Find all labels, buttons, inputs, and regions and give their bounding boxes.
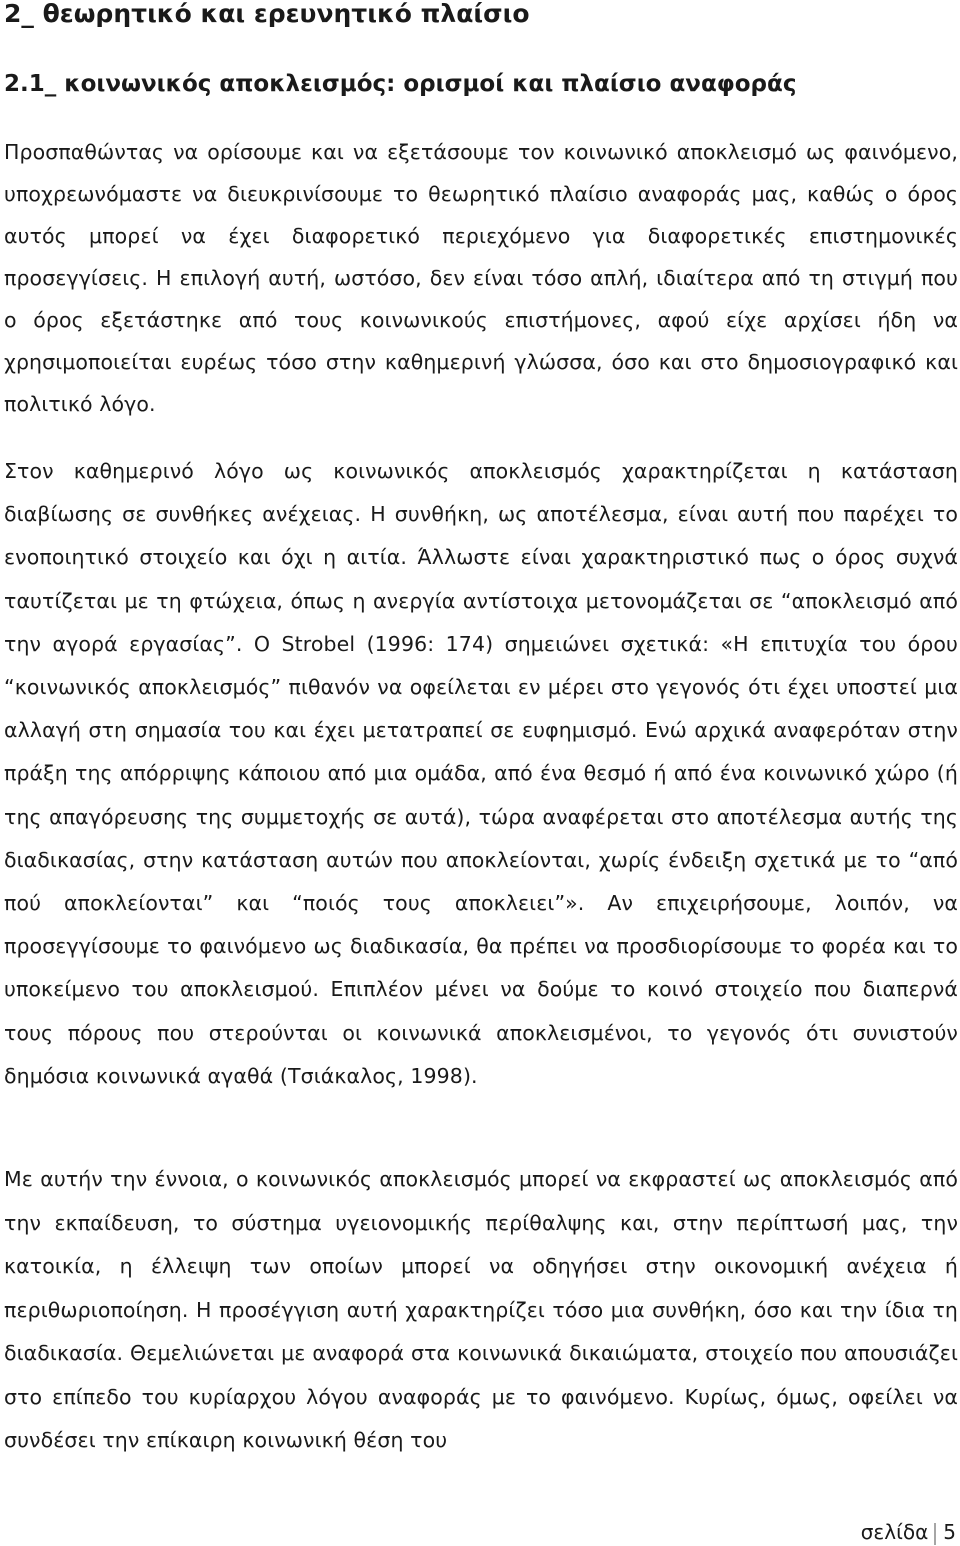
chapter-heading: 2_ θεωρητικό και ερευνητικό πλαίσιο — [4, 0, 530, 28]
page-footer — [861, 1518, 956, 1546]
footer-divider — [934, 1523, 936, 1545]
paragraph-2: Στον καθημερινό λόγο ως κοινωνικός αποκλεισμός χαρακτηρίζεται η κατάσταση διαβίωσης σε συνθήκες ανέχειας. Η συνθήκη, ως αποτέλεσμα, είναι αυτή που παρέχει το ενοποιητικό στοιχείο και όχι η αιτία. Άλλωστε είναι χαρακτηριστικό πως ο όρος συχνά ταυτίζεται με τη φτώχεια, όπως η ανεργία αντίστοιχα μετονομάζεται σε “αποκλεισμό από την αγορά εργασίας”. Ο Strobel (1996: 174) σημειώνει σχετικά: «Η επιτυχία του όρου “κοινωνικός αποκλεισμός” πιθανόν να οφείλεται εν μέρει στο γεγονός ότι έχει υποστεί μια αλλαγή στη σημασία του και έχει μετατραπεί σε ευφημισμό. Ενώ αρχικά αναφερόταν στην πράξη της απόρριψης κάποιου από μια ομάδα, από ένα θεσμό ή από ένα κοινωνικό χώρο (ή της απαγόρευσης της συμμετοχής σε αυτά), τώρα αναφέρεται στο αποτέλεσμα αυτής της διαδικασίας, στην κατάσταση αυτών που αποκλείονται, χωρίς ένδειξη σχετικά με το “από πού αποκλείονται” και “ποιός τους αποκλειει”». Αν επιχειρήσουμε, λοιπόν, να προσεγγίσουμε το φαινόμενο ως διαδικασία, θα πρέπει να προσδιορίσουμε το φορέα και το υποκείμενο του αποκλεισμού. Επιπλέον μένει να δούμε το κοινό στοιχείο που διαπερνά τους πόρους που στερούνται οι κοινωνικά αποκλεισμένοι, το γεγονός ότι συνιστούν δημόσια κοινωνικά αγαθά (Τσιάκαλος, 1998). — [4, 459, 958, 1088]
paragraph-3: Με αυτήν την έννοια, ο κοινωνικός αποκλεισμός μπορεί να εκφραστεί ως αποκλεισμός από την εκπαίδευση, το σύστημα υγειονομικής περίθαλψης και, στην περίπτωσή μας, την κατοικία, η έλλειψη των οποίων μπορεί να οδηγήσει στην οικονομική ανέχεια ή περιθωριοποίηση. Η προσέγγιση αυτή χαρακτηρίζει τόσο μια συνθήκη, όσο και την ίδια τη διαδικασία. Θεμελιώνεται με αναφορά στα κοινωνικά δικαιώματα, στοιχείο που απουσιάζει στο επίπεδο του κυρίαρχου λόγου αναφοράς με το φαινόμενο. Κυρίως, όμως, οφείλει να συνδέσει την επίκαιρη κοινωνική θέση του — [4, 1167, 958, 1452]
section-heading: 2.1_ κοινωνικός αποκλεισμός: ορισμοί και πλαίσιο αναφοράς — [4, 71, 797, 97]
page-label: σελίδα — [860, 1520, 929, 1544]
page-number: 5 — [943, 1520, 956, 1544]
paragraph-1: Προσπαθώντας να ορίσουμε και να εξετάσουμε τον κοινωνικό αποκλεισμό ως φαινόμενο, υποχρεωνόμαστε να διευκρινίσουμε το θεωρητικό πλαίσιο αναφοράς μας, καθώς ο όρος αυτός μπορεί να έχει διαφορετικό περιεχόμενο για διαφορετικές επιστημονικές προσεγγίσεις. Η επιλογή αυτή, ωστόσο, δεν είναι τόσο απλή, ιδιαίτερα από τη στιγμή που ο όρος εξετάστηκε από τους κοινωνικούς επιστήμονες, αφού είχε αρχίσει ήδη να χρησιμοποιείται ευρέως τόσο στην καθημερινή γλώσσα, όσο και στο δημοσιογραφικό και πολιτικό λόγο. — [4, 140, 958, 416]
